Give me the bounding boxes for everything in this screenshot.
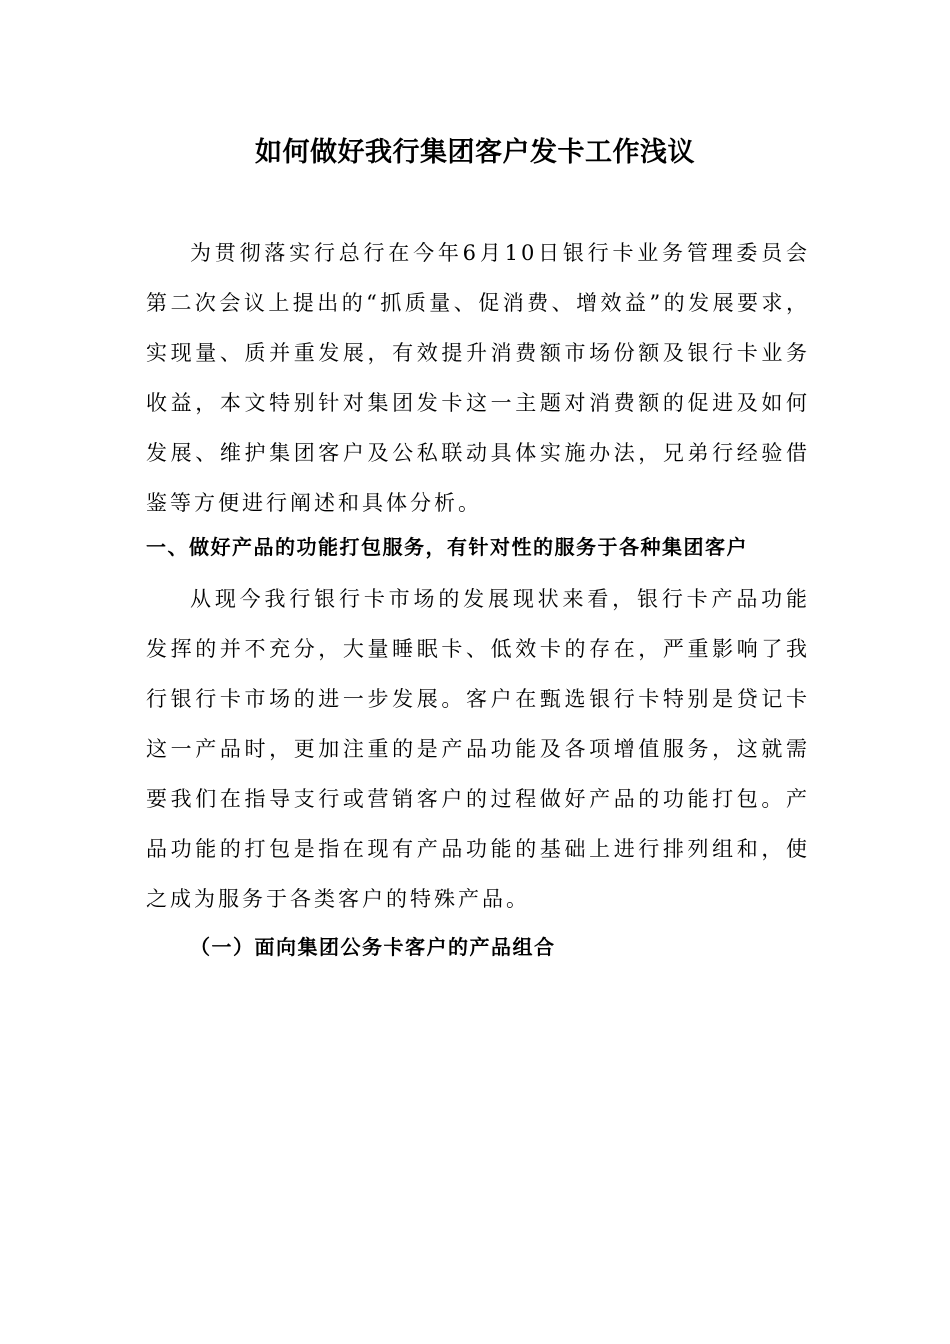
body-paragraph: 从现今我行银行卡市场的发展现状来看，银行卡产品功能发挥的并不充分，大量睡眠卡、低效卡的存在，严重影响了我行银行卡市场的进一步发展。客户在甄选银行卡特别是贷记卡这一产品时，更加注重的是产品功能及各项增值服务，这就需要我们在指导支行或营销客户的过程做好产品的功能打包。产品功能的打包是指在现有产品功能的基础上进行排列组和，使之成为服务于各类客户的特殊产品。 bbox=[146, 587, 810, 911]
section-heading-1: 一、做好产品的功能打包服务，有针对性的服务于各种集团客户 bbox=[146, 535, 748, 559]
document-title: 如何做好我行集团客户发卡工作浅议 bbox=[255, 137, 695, 168]
subsection-heading-1: （一）面向集团公务卡客户的产品组合 bbox=[190, 935, 556, 959]
intro-paragraph: 为贯彻落实行总行在今年6月10日银行卡业务管理委员会第二次会议上提出的“抓质量、促消费、增效益”的发展要求，实现量、质并重发展，有效提升消费额市场份额及银行卡业务收益，本文特别针对集团发卡这一主题对消费额的促进及如何发展、维护集团客户及公私联动具体实施办法，兄弟行经验借鉴等方便进行阐述和具体分析。 bbox=[146, 241, 810, 515]
